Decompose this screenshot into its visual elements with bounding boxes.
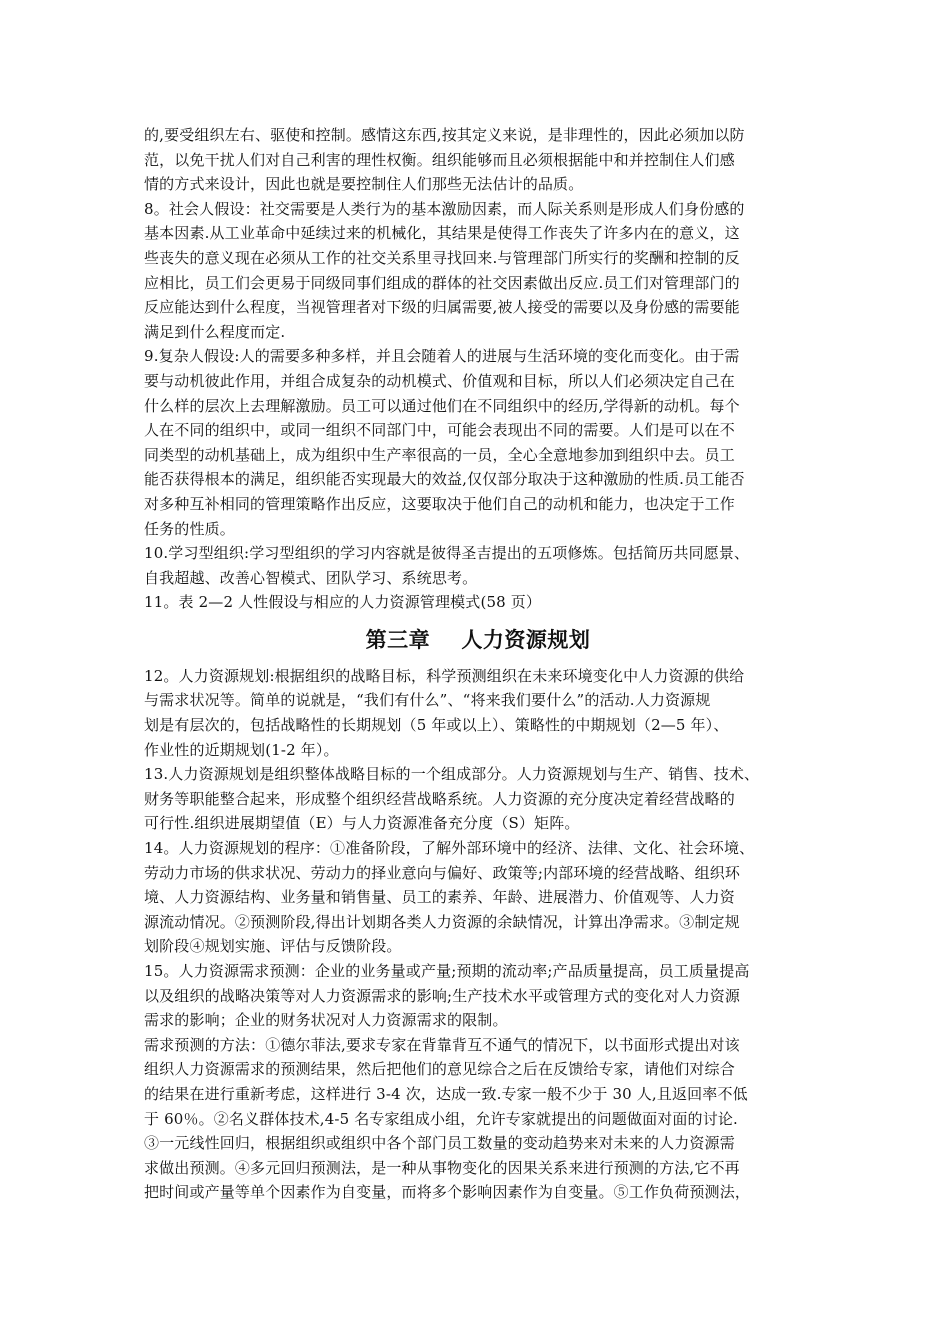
text-line: 划是有层次的，包括战略性的长期规划（5 年或以上）、策略性的中期规划（2—5 年）、 xyxy=(144,716,729,735)
text-line: 10.学习型组织:学习型组织的学习内容就是彼得圣吉提出的五项修炼。包括简历共同愿景、 xyxy=(144,544,750,563)
text-line: 组织人力资源需求的预测结果，然后把他们的意见综合之后在反馈给专家，请他们对综合 xyxy=(144,1060,735,1079)
text-line: 财务等职能整合起来，形成整个组织经营战略系统。人力资源的充分度决定着经营战略的 xyxy=(144,789,735,808)
text-line: 划阶段④规划实施、评估与反馈阶段。 xyxy=(144,937,402,956)
text-line: 满足到什么程度而定. xyxy=(144,322,286,341)
text-line: 8。社会人假设：社交需要是人类行为的基本激励因素，而人际关系则是形成人们身份感的 xyxy=(144,199,745,218)
text-line: 需求的影响；企业的财务状况对人力资源需求的限制。 xyxy=(144,1011,508,1030)
text-line: 些丧失的意义现在必须从工作的社交关系里寻找回来.与管理部门所实行的奖酬和控制的反 xyxy=(144,248,740,267)
text-line: 可行性.组织进展期望值（E）与人力资源准备充分度（S）矩阵。 xyxy=(144,814,580,833)
text-line: 把时间或产量等单个因素作为自变量，而将多个影响因素作为自变量。⑤工作负荷预测法， xyxy=(144,1183,751,1202)
text-line: 对多种互补相同的管理策略作出反应，这要取决于他们自己的动机和能力，也决定于工作 xyxy=(144,494,735,513)
text-line: 与需求状况等。简单的说就是，“我们有什么”、“将来我们要什么”的活动.人力资源规 xyxy=(144,691,711,710)
text-line: 的,要受组织左右、驱使和控制。感情这东西,按其定义来说，是非理性的，因此必须加以防 xyxy=(144,126,745,144)
text-line: 反应能达到什么程度，当视管理者对下级的归属需要,被人接受的需要以及身份感的需要能 xyxy=(144,298,740,317)
text-line: 于 60％。②名义群体技术,4-5 名专家组成小组，允许专家就提出的问题做面对面的讨论. xyxy=(144,1109,738,1128)
text-line: 13.人力资源规划是组织整体战略目标的一个组成部分。人力资源规划与生产、销售、技术、 xyxy=(144,765,760,784)
text-line: 能否获得根本的满足，组织能否实现最大的效益,仅仅部分取决于这种激励的性质.员工能否 xyxy=(144,470,745,489)
text-line: 求做出预测。④多元回归预测法，是一种从事物变化的因果关系来进行预测的方法,它不再 xyxy=(144,1158,740,1177)
text-line: 源流动情况。②预测阶段,得出计划期各类人力资源的余缺情况，计算出净需求。③制定规 xyxy=(144,912,740,931)
text-line: 的结果在进行重新考虑，这样进行 3-4 次，达成一致.专家一般不少于 30 人,且返回率不低 xyxy=(144,1084,748,1103)
text-line: 同类型的动机基础上，成为组织中生产率很高的一员，全心全意地参加到组织中去。员工 xyxy=(144,445,735,464)
text-line: 境、人力资源结构、业务量和销售量、员工的素养、年龄、进展潜力、价值观等、人力资 xyxy=(144,888,735,907)
text-line: 要与动机彼此作用，并组合成复杂的动机模式、价值观和目标，所以人们必须决定自己在 xyxy=(144,371,735,390)
text-line: 范，以免干扰人们对自己利害的理性权衡。组织能够而且必须根据能中和并控制住人们感 xyxy=(144,150,735,169)
chapter-heading: 第三章 人力资源规划 xyxy=(365,626,591,652)
text-line: ③一元线性回归，根据组织或组织中各个部门员工数量的变动趋势来对未来的人力资源需 xyxy=(144,1134,735,1153)
text-block-after-heading xyxy=(144,664,812,1205)
text-line: 11。表 2—2 人性假设与相应的人力资源管理模式(58 页） xyxy=(144,593,542,612)
document-body xyxy=(144,123,812,1205)
text-line: 需求预测的方法：①德尔菲法,要求专家在背靠背互不通气的情况下，以书面形式提出对该 xyxy=(144,1035,740,1054)
text-line: 9.复杂人假设:人的需要多种多样，并且会随着人的进展与生活环境的变化而变化。由于需 xyxy=(144,347,740,366)
text-line: 自我超越、改善心智模式、团队学习、系统思考。 xyxy=(144,568,478,587)
text-line: 以及组织的战略决策等对人力资源需求的影响;生产技术水平或管理方式的变化对人力资源 xyxy=(144,986,741,1005)
text-block-before-heading xyxy=(144,123,812,615)
text-line: 什么样的层次上去理解激励。员工可以通过他们在不同组织中的经历,学得新的动机。每个 xyxy=(144,396,740,415)
text-line: 15。人力资源需求预测：企业的业务量或产量;预期的流动率;产品质量提高，员工质量提高 xyxy=(144,962,750,980)
text-line: 14。人力资源规划的程序：①准备阶段，了解外部环境中的经济、法律、文化、社会环境、 xyxy=(144,839,755,858)
text-line: 基本因素.从工业革命中延续过来的机械化，其结果是使得工作丧失了许多内在的意义，这 xyxy=(144,224,740,243)
text-line: 作业性的近期规划(1-2 年）。 xyxy=(144,740,339,759)
text-line: 情的方式来设计，因此也就是要控制住人们那些无法估计的品质。 xyxy=(144,175,584,194)
text-line: 劳动力市场的供求状况、劳动力的择业意向与偏好、政策等;内部环境的经营战略、组织环 xyxy=(144,863,741,882)
text-line: 人在不同的组织中，或同一组织不同部门中，可能会表现出不同的需要。人们是可以在不 xyxy=(144,421,735,440)
text-line: 任务的性质。 xyxy=(144,519,235,538)
text-line: 12。人力资源规划:根据组织的战略目标，科学预测组织在未来环境变化中人力资源的供给 xyxy=(144,666,745,685)
text-line: 应相比，员工们会更易于同级同事们组成的群体的社交因素做出反应.员工们对管理部门的 xyxy=(144,273,740,292)
